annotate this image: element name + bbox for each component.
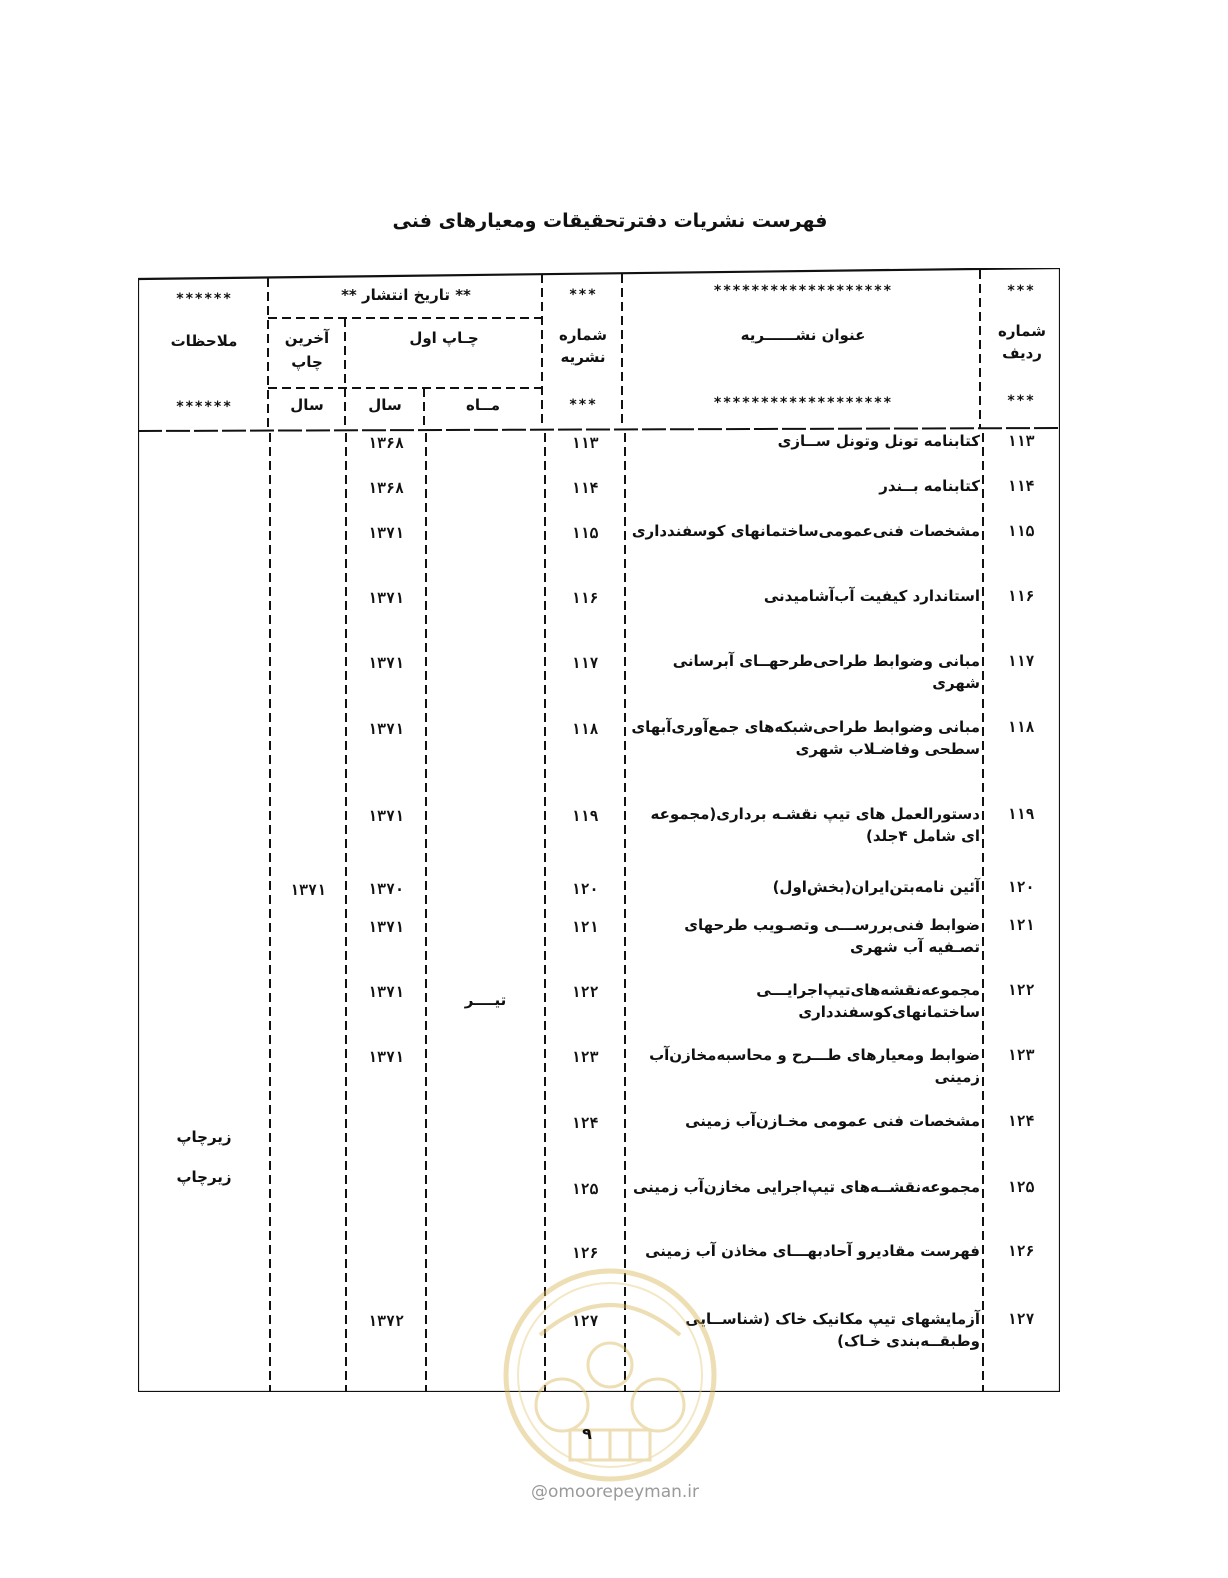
note-under-print-2: زیرچاپ bbox=[176, 1168, 232, 1186]
row-first-print-year: ۱۳۷۱ bbox=[367, 654, 405, 672]
number-header: شماره نشریه bbox=[559, 326, 607, 366]
row-radif: ۱۱۸ bbox=[1007, 718, 1035, 736]
row-number: ۱۱۵ bbox=[571, 524, 599, 542]
row-radif: ۱۱۷ bbox=[1007, 652, 1035, 670]
row-title: ضوابط ومعیارهای طـــرح و محاسبه‌مخازن‌آب زمینی bbox=[649, 1046, 980, 1086]
document-title: فهرست نشریات دفترتحقیقات ومعیارهای فنی bbox=[392, 210, 828, 232]
notes-stars-bottom: ****** bbox=[175, 399, 233, 415]
last-year-header: سال bbox=[290, 396, 324, 414]
notes-header: ملاحظات bbox=[170, 332, 238, 350]
row-title: استاندارد کیفیت آب‌آشامیدنی bbox=[763, 587, 980, 605]
number-stars-bottom: *** bbox=[568, 397, 598, 413]
page-number: ۹ bbox=[582, 1424, 592, 1443]
row-number: ۱۱۹ bbox=[571, 807, 599, 825]
row-first-print-year: ۱۳۷۱ bbox=[367, 807, 405, 825]
footer-site-url bbox=[510, 1482, 720, 1502]
last-print-header: آخرین چاپ bbox=[284, 329, 330, 371]
row-title: آئین نامه‌بتن‌ایران(بخش‌اول) bbox=[772, 878, 980, 896]
row-title: کتابنامه تونل وتونل ســازی bbox=[777, 432, 980, 450]
title-stars-bottom: ******************* bbox=[713, 395, 893, 411]
row-number: ۱۲۱ bbox=[571, 918, 599, 936]
row-first-print-year: ۱۳۷۱ bbox=[367, 918, 405, 936]
row-title: فهرست مقادیرو آحادبهـــای مخاذن آب زمینی bbox=[645, 1242, 980, 1260]
row-number: ۱۱۴ bbox=[571, 479, 599, 497]
row-radif: ۱۱۶ bbox=[1007, 587, 1035, 605]
month-header: مــاه bbox=[465, 396, 501, 414]
row-first-print-year: ۱۳۷۱ bbox=[367, 983, 405, 1001]
row-title: دستورالعمل های تیپ نقشـه برداری(مجموعه ای شامل ۴جلد) bbox=[650, 805, 980, 845]
row-number: ۱۱۷ bbox=[571, 654, 599, 672]
row-first-print-year: ۱۳۷۱ bbox=[367, 589, 405, 607]
row-number: ۱۱۶ bbox=[571, 589, 599, 607]
row-first-print-year: ۱۳۷۱ bbox=[367, 720, 405, 738]
radif-stars-bottom: *** bbox=[1006, 393, 1036, 409]
row-title: ضوابط فنی‌بررســـی وتصـویب طرحهای تصـفیه آب شهری bbox=[684, 916, 980, 956]
row-first-print-year: ۱۳۶۸ bbox=[367, 434, 405, 452]
row-first-print-year: ۱۳۷۰ bbox=[367, 880, 405, 898]
notes-stars-top: ****** bbox=[175, 291, 233, 307]
publications-table bbox=[138, 268, 1060, 1392]
row-radif: ۱۱۳ bbox=[1007, 432, 1035, 450]
row-title: مبانی وضوابط طراحی‌شبکه‌های جمع‌آوری‌آبهای سطحی وفاضـلاب شهری bbox=[631, 718, 980, 758]
row-radif: ۱۲۱ bbox=[1007, 916, 1035, 934]
row-first-print-year: ۱۳۷۲ bbox=[367, 1312, 405, 1330]
month-value: تیــــر bbox=[464, 991, 507, 1009]
row-number: ۱۲۳ bbox=[571, 1048, 599, 1066]
radif-header: شماره ردیف bbox=[998, 322, 1046, 362]
row-number: ۱۱۸ bbox=[571, 720, 599, 738]
row-radif: ۱۲۰ bbox=[1007, 878, 1035, 896]
footer-site-text: omoorepeyman.ir bbox=[547, 1482, 700, 1502]
row-number: ۱۱۳ bbox=[571, 434, 599, 452]
title-stars-top: ******************* bbox=[713, 283, 893, 299]
row-number: ۱۲۷ bbox=[571, 1312, 599, 1330]
row-first-print-year: ۱۳۶۸ bbox=[367, 479, 405, 497]
row-radif: ۱۲۲ bbox=[1007, 981, 1035, 999]
first-year-header: سال bbox=[368, 396, 402, 414]
row-radif: ۱۱۹ bbox=[1007, 805, 1035, 823]
publication-date-header: ** تاریخ انتشار ** bbox=[341, 286, 471, 304]
row-title: مبانی وضوابط طراحی‌طرحهــای آبرسانی شهری bbox=[672, 652, 980, 692]
row-title: مشخصات فنی‌عمومی‌ساختمانهای کوسفندداری bbox=[631, 522, 980, 540]
row-number: ۱۲۵ bbox=[571, 1180, 599, 1198]
at-icon: @ bbox=[530, 1482, 548, 1502]
title-header: عنوان نشــــــریه bbox=[740, 326, 866, 344]
row-title: مشخصات فنی عمومی مخـازن‌آب زمینی bbox=[685, 1112, 980, 1130]
row-radif: ۱۱۵ bbox=[1007, 522, 1035, 540]
omoorepeyman-seal-watermark bbox=[500, 1265, 720, 1485]
last-print-value: ۱۳۷۱ bbox=[289, 881, 327, 899]
row-radif: ۱۱۴ bbox=[1007, 477, 1035, 495]
note-under-print-1: زیرچاپ bbox=[176, 1128, 232, 1146]
radif-stars-top: *** bbox=[1006, 283, 1036, 299]
first-print-header: چـاپ اول bbox=[409, 329, 479, 347]
row-radif: ۱۲۴ bbox=[1007, 1112, 1035, 1130]
row-number: ۱۲۰ bbox=[571, 880, 599, 898]
row-number: ۱۲۶ bbox=[571, 1244, 599, 1262]
row-number: ۱۲۲ bbox=[571, 983, 599, 1001]
row-title: مجموعه‌نقشه‌های‌تیپ‌اجرایـــی ساختمانهای‌کوسفندداری bbox=[756, 981, 980, 1021]
row-first-print-year: ۱۳۷۱ bbox=[367, 524, 405, 542]
row-radif: ۱۲۳ bbox=[1007, 1046, 1035, 1064]
row-title: کتابنامه بــندر bbox=[879, 477, 980, 495]
row-radif: ۱۲۶ bbox=[1007, 1242, 1035, 1260]
row-title: آزمایشهای تیپ مکانیک خاک (شناســایی وطبقــه‌بندی خـاک) bbox=[685, 1310, 980, 1350]
row-radif: ۱۲۷ bbox=[1007, 1310, 1035, 1328]
row-first-print-year: ۱۳۷۱ bbox=[367, 1048, 405, 1066]
number-stars-top: *** bbox=[568, 287, 598, 303]
row-radif: ۱۲۵ bbox=[1007, 1178, 1035, 1196]
row-title: مجموعه‌نقشــه‌های تیپ‌اجرایی مخازن‌آب زمینی bbox=[633, 1178, 980, 1196]
row-number: ۱۲۴ bbox=[571, 1114, 599, 1132]
